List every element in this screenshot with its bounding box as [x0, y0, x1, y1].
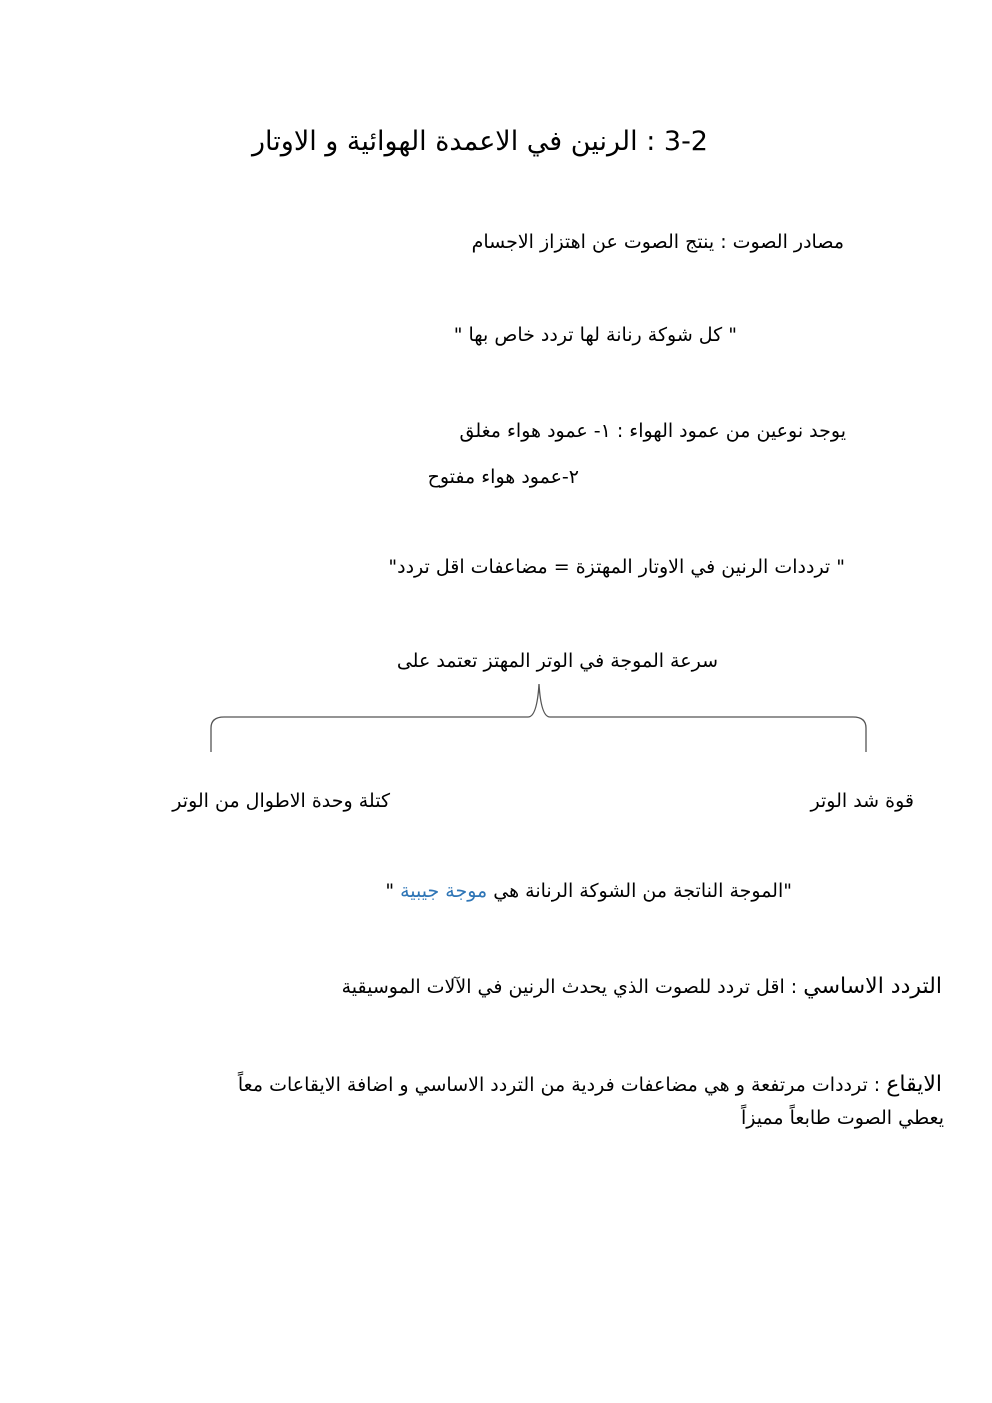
sound-sources-line: مصادر الصوت : ينتج الصوت عن اهتزاز الاجسام: [471, 231, 844, 253]
fundamental-frequency-line: [342, 974, 942, 999]
wave-speed-factor-mass: كتلة وحدة الاطوال من الوتر: [172, 790, 390, 812]
fork-wave-quote: [385, 880, 792, 902]
fundamental-term: التردد الاساسي: [803, 974, 942, 999]
harmonics-line1: [238, 1072, 942, 1097]
harmonics-term: الايقاع: [886, 1072, 942, 1097]
fundamental-definition: : اقل تردد للصوت الذي يحدث الرنين في الآلات الموسيقية: [341, 976, 804, 998]
fork-wave-suffix: ": [385, 880, 401, 902]
page-title: 3-2 : الرنين في الاعمدة الهوائية و الاوتار: [252, 126, 708, 157]
curly-brace: [211, 684, 866, 752]
wave-speed-factor-tension: قوة شد الوتر: [810, 790, 914, 812]
harmonics-line2: يعطي الصوت طابعاً مميزاً: [740, 1107, 944, 1129]
fork-wave-highlight: موجة جيبية: [400, 880, 488, 902]
wave-speed-heading: سرعة الموجة في الوتر المهتز تعتمد على: [396, 650, 718, 672]
air-column-types-line1: يوجد نوعين من عمود الهواء : ١- عمود هواء مغلق: [459, 420, 846, 442]
string-resonance-quote: " ترددات الرنين في الاوتار المهتزة = مضاعفات اقل تردد": [388, 556, 845, 578]
harmonics-definition: : ترددات مرتفعة و هي مضاعفات فردية من التردد الاساسي و اضافة الايقاعات معاً: [237, 1074, 887, 1096]
tuning-fork-quote: " كل شوكة رنانة لها تردد خاص بها ": [453, 324, 737, 346]
air-column-types-line2: ٢-عمود هواء مفتوح: [427, 466, 579, 488]
fork-wave-prefix: "الموجة الناتجة من الشوكة الرنانة هي: [487, 880, 792, 902]
